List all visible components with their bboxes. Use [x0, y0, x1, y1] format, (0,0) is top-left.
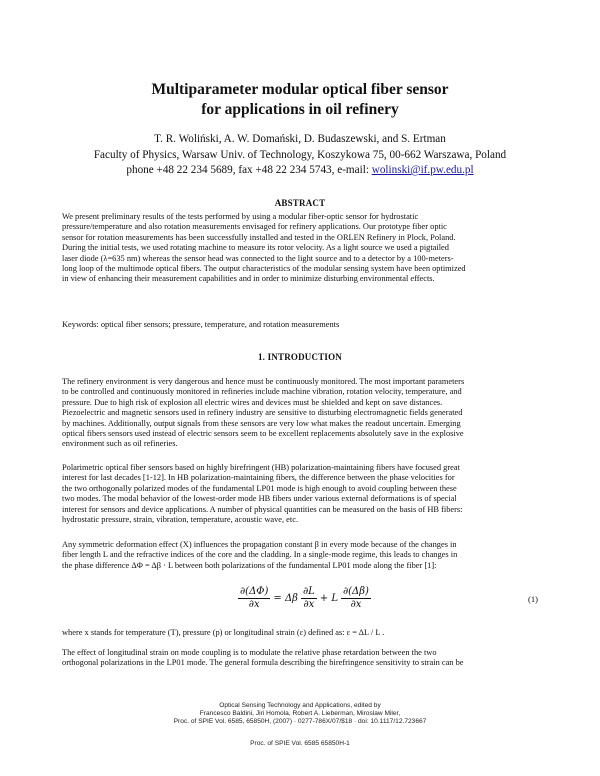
page-number: Proc. of SPIE Vol. 6585 65850H-1	[250, 740, 350, 747]
paragraph-line: two modes. The modal behavior of the lowest-order mode HB fibers under various external deformations is of special	[62, 494, 457, 504]
equation-rhs-numerator: ∂(Δβ)	[342, 586, 369, 597]
paragraph-line: fiber length L and the refractive indices of the core and the cladding. In a single-mode regime, this leads to changes in	[62, 550, 458, 560]
equation-body	[238, 586, 371, 611]
intro-paragraph-2	[62, 463, 539, 525]
email-link[interactable]: wolinski@if.pw.edu.pl	[371, 164, 474, 176]
equation-lhs-denominator: ∂x	[248, 599, 260, 610]
footer-line-2: Francesco Baldini, Jiri Homola, Robert A. Lieberman, Miroslaw Miler,	[199, 709, 401, 717]
equation-lhs-fraction	[238, 586, 270, 611]
publication-footer	[0, 702, 600, 725]
contact-line	[0, 163, 600, 179]
title-line-1: Multiparameter modular optical fiber sensor	[151, 81, 449, 98]
footer-line-1: Optical Sensing Technology and Applications, edited by	[219, 702, 381, 709]
equation-rhs-denominator: ∂x	[350, 599, 362, 610]
abstract-line: in view of enhancing their measurement capabilities and in order to minimize disturbing environmental effects.	[62, 274, 435, 284]
equation-mid-numerator: ∂L	[302, 586, 315, 597]
contact-prefix: phone +48 22 234 5689, fax +48 22 234 5743, e-mail:	[126, 164, 372, 176]
paragraph-line: Piezoelectric and magnetic sensors used in refinery industry are sensitive to disturbing electromagnetic fields generated	[62, 408, 463, 418]
keywords: Keywords: optical fiber sensors; pressure, temperature, and rotation measurements	[62, 320, 340, 329]
paragraph-line: the two orthogonally polarized modes of the fundamental LP01 mode is high enough to avoid coupling between these	[62, 483, 457, 493]
footer-line-3: Proc. of SPIE Vol. 6585, 65850H, (2007) · 0277-786X/07/$18 · doi: 10.1117/12.723667	[173, 717, 427, 725]
intro-paragraph-4	[62, 648, 539, 669]
affiliation: Faculty of Physics, Warsaw Univ. of Technology, Koszykowa 75, 00-662 Warszawa, Poland	[93, 148, 507, 161]
paper-title	[0, 80, 600, 120]
abstract-line: laser diode (λ=635 nm) whereas the sensor head was connected to the light source and to a detector by a 100-meters-	[62, 253, 454, 263]
paragraph-line: interest for sensors and device applications. A number of physical quantities can be measured on the basis of HB fibers:	[62, 504, 463, 514]
equation-1	[0, 584, 600, 618]
paragraph-line: orthogonal polarizations in the LP01 mode. The general formula describing the birefringence sensitivity to strain can be	[62, 658, 464, 668]
author-block	[0, 132, 600, 179]
equation-mid-denominator: ∂x	[303, 599, 315, 610]
paragraph-line: The refinery environment is very dangerous and hence must be continuously monitored. The most important parameters	[62, 377, 465, 386]
abstract-heading: ABSTRACT	[274, 198, 326, 208]
paragraph-line: Polarimetric optical fiber sensors based on highly birefringent (HB) polarization-maintaining fibers have focused great	[62, 463, 460, 472]
paragraph-line: pressure. Due to high risk of explosion all electric wires and devices must be shielded and kept on save distances.	[62, 397, 443, 407]
equation-mid-fraction	[301, 586, 317, 611]
paragraph-line: The effect of longitudinal strain on mode coupling is to modulate the relative phase retardation between the two	[62, 648, 437, 657]
intro-paragraph-3	[62, 540, 539, 571]
abstract-line: We present preliminary results of the tests performed by using a modular fiber-optic sensor for hydrostatic	[62, 212, 419, 221]
paragraph-line: interest for last decades [1-12]. In HB polarization-maintaining fibers, the difference between the phase velocities for	[62, 473, 455, 483]
paragraph-line: environment such as oil refineries.	[62, 439, 178, 449]
paragraph-line: hydrostatic pressure, strain, vibration, temperature, acoustic wave, etc.	[62, 515, 299, 525]
abstract-line: pressure/temperature and also rotation measurements envisaged for refinery applications. Our prototype fiber optic	[62, 222, 447, 232]
paragraph-line: to be controlled and continuously monitored in refineries include machine vibration, rotation velocity, temperature, and	[62, 387, 462, 397]
title-line-2: for applications in oil refinery	[201, 101, 399, 118]
intro-paragraph-1	[62, 377, 539, 450]
abstract-line: sensor for rotation measurements has been successfully installed and tested in the ORLEN Refinery in Plock, Poland.	[62, 232, 456, 242]
paragraph-line: optical fibers sensors used instead of electric sensors seem to be excellent replacements absolutely save in the explosive	[62, 429, 464, 439]
equation-plus: + L	[319, 593, 338, 604]
where-line: where x stands for temperature (T), pressure (p) or longitudinal strain (ε) defined as: ε = ΔL / L .	[62, 628, 385, 637]
paragraph-line: the phase difference ΔΦ = Δβ · L between both polarizations of the fundamental LP01 mode along the fiber [1]:	[62, 560, 437, 570]
abstract-body	[62, 212, 539, 285]
abstract-line: During the initial tests, we used rotating machine to measure its rotor velocity. As a light source we used a pigtailed	[62, 243, 449, 253]
equation-rhs-fraction	[341, 586, 371, 611]
equation-lhs-numerator: ∂(ΔΦ)	[240, 586, 269, 597]
equation-equals: = Δβ	[273, 593, 298, 604]
paragraph-line: Any symmetric deformation effect (X) influences the propagation constant β in every mode because of the changes in	[62, 540, 457, 549]
paragraph-line: by machines. Additionally, output signals from these sensors are very low what makes the readout uncertain. Emerging	[62, 418, 461, 428]
introduction-heading: 1. INTRODUCTION	[257, 352, 342, 362]
abstract-line: long loop of the multimode optical fibers. The output characteristics of the modular sensing system have been optimized	[62, 264, 466, 274]
equation-number: (1)	[528, 594, 539, 604]
authors: T. R. Woliński, A. W. Domański, D. Budaszewski, and S. Ertman	[154, 133, 446, 145]
